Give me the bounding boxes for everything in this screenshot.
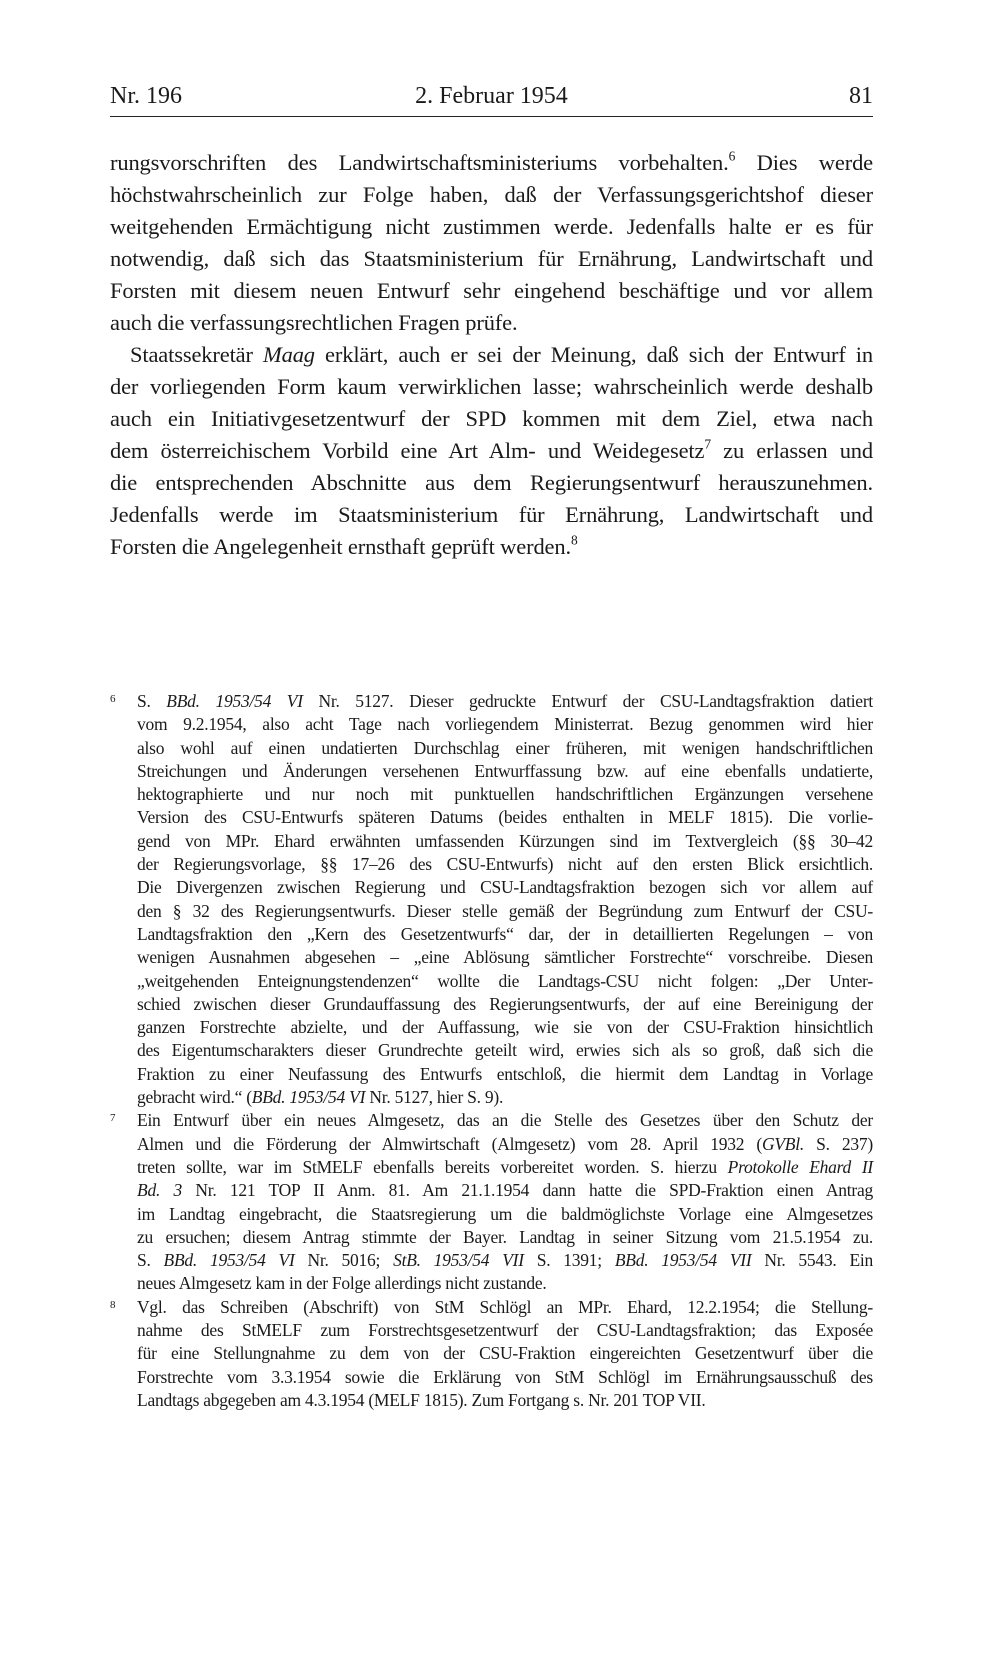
text-run: vom 9.2.1954, also acht Tage nach vorliegendem Ministerrat. Bezug genommen wird hier	[137, 714, 873, 735]
footnote-line	[137, 876, 873, 899]
text-run: wenigen Ausnahmen abgesehen – „eine Ablösung sämtlicher Forstrechte“ vorschreibe. Diesen	[137, 947, 873, 968]
footnote	[110, 1109, 873, 1295]
text-line	[110, 499, 873, 531]
footnote-number: 8	[110, 1298, 116, 1311]
text-line	[110, 467, 873, 499]
body-text	[110, 147, 873, 563]
footnote-line	[137, 946, 873, 969]
footnote-line	[137, 900, 873, 923]
footnote-line	[137, 1366, 873, 1389]
footnote-line	[137, 923, 873, 946]
text-run: Nr. 5127, hier S. 9).	[365, 1087, 504, 1108]
footnote-line	[137, 737, 873, 760]
text-run: S.	[137, 691, 167, 711]
footnote-line	[137, 1272, 873, 1295]
text-line	[110, 211, 873, 243]
footnote-line	[137, 830, 873, 853]
footnote	[110, 1296, 873, 1412]
text-run: Jedenfalls werde im Staatsministerium für Ernährung, Landwirtschaft und	[110, 502, 873, 527]
footnote-line	[137, 1063, 873, 1086]
footnote-line	[137, 713, 873, 736]
text-run: Nr. 5543. Ein	[751, 1250, 874, 1271]
footnote-line	[137, 1203, 873, 1226]
text-run: Forsten mit diesem neuen Entwurf sehr eingehend beschäftige und vor allem	[110, 278, 873, 303]
italic-citation: BBd. 1953/54 VI	[166, 691, 303, 711]
text-run: notwendig, daß sich das Staatsministerium für Ernährung, Landwirtschaft und	[110, 246, 873, 271]
text-run: auch ein Initiativgesetzentwurf der SPD kommen mit dem Ziel, etwa nach	[110, 406, 873, 431]
footnote-number: 7	[110, 1112, 116, 1125]
text-run: erklärt, auch er sei der Meinung, daß sich der Entwurf in	[314, 342, 873, 367]
text-run: Die Divergenzen zwischen Regierung und CSU-Landtagsfraktion bezogen sich vor allem auf	[137, 877, 873, 898]
footnote-line	[137, 853, 873, 876]
document-number: Nr. 196	[110, 83, 182, 109]
text-run: Landtags abgegeben am 4.3.1954 (MELF 1815). Zum Fortgang s. Nr. 201 TOP VII.	[137, 1389, 706, 1410]
text-run: Dies werde	[735, 150, 874, 175]
text-run: dem österreichischem Vorbild eine Art Alm- und Weidegesetz	[110, 438, 705, 463]
text-run: rungsvorschriften des Landwirtschaftsministeriums vorbehalten.	[110, 150, 729, 175]
footnote-line	[137, 806, 873, 829]
text-run: Ein Entwurf über ein neues Almgesetz, das an die Stelle des Gesetzes über den Schutz der	[137, 1110, 873, 1131]
text-run: des Eigentumscharakters dieser Grundrechte geteilt wird, erwies sich als so groß, daß sich die	[137, 1040, 873, 1061]
text-line	[110, 179, 873, 211]
footnote-number: 6	[110, 693, 116, 705]
text-run: schied zwischen dieser Grundauffassung des Regierungsentwurfs, der auf eine Bereinigung der	[137, 993, 873, 1014]
footnote-line	[137, 1296, 873, 1319]
footnote-line	[137, 1249, 873, 1272]
footnote-line	[137, 970, 873, 993]
text-run: höchstwahrscheinlich zur Folge haben, daß der Verfassungsgerichtshof dieser	[110, 182, 873, 207]
footnote-line	[137, 1039, 873, 1062]
text-run: S. 237)	[803, 1133, 873, 1154]
text-run: für eine Stellungnahme zu dem von der CSU-Fraktion eingereichten Gesetzentwurf über die	[137, 1343, 873, 1364]
footnote-reference: 6	[728, 148, 736, 164]
text-run: den § 32 des Regierungsentwurfs. Dieser stelle gemäß der Begründung zum Entwurf der CSU-	[137, 900, 873, 921]
footnote-line	[137, 1086, 873, 1109]
text-run: auch die verfassungsrechtlichen Fragen prüfe.	[110, 310, 518, 335]
text-line	[110, 307, 873, 339]
header-date: 2. Februar 1954	[415, 83, 568, 109]
text-run: zu ersuchen; diesem Antrag stimmte der Bayer. Landtag in seiner Sitzung vom 21.5.1954 zu.	[137, 1226, 873, 1247]
text-run: Streichungen und Änderungen versehenen Entwurffassung bzw. auf eine ebenfalls undatierte,	[137, 760, 873, 781]
italic-citation: Protokolle Ehard II	[727, 1156, 873, 1177]
text-run: Vgl. das Schreiben (Abschrift) von StM Schlögl an MPr. Ehard, 12.2.1954; die Stellung-	[137, 1296, 873, 1317]
text-line	[110, 371, 873, 403]
text-line	[110, 147, 873, 179]
text-run: die entsprechenden Abschnitte aus dem Regierungsentwurf herauszunehmen.	[110, 470, 873, 495]
footnote	[110, 690, 873, 1109]
text-run: Landtagsfraktion den „Kern des Gesetzentwurfs“ dar, der in detaillierten Regelungen – von	[137, 923, 873, 944]
text-run: Forsten die Angelegenheit ernsthaft geprüft werden.	[110, 534, 571, 559]
text-run: S. 1391;	[523, 1250, 615, 1271]
footnote-line	[137, 1389, 873, 1412]
running-header	[110, 83, 873, 113]
footnote-line	[137, 1156, 873, 1179]
text-run: Staatssekretär	[130, 342, 263, 367]
paragraph	[110, 339, 873, 563]
text-run: ganzen Forstrechte abzielte, und der Auffassung, wie sie von der CSU-Fraktion hinsichtlich	[137, 1017, 873, 1038]
text-run: weitgehenden Ermächtigung nicht zustimmen werde. Jedenfalls halte er es für	[110, 214, 873, 239]
text-run: gend von MPr. Ehard erwähnten umfassenden Kürzungen sind im Textvergleich (§§ 30–42	[137, 830, 873, 851]
footnotes	[110, 690, 873, 1412]
italic-citation: BBd. 1953/54 VI	[163, 1250, 295, 1271]
text-run: Nr. 121 TOP II Anm. 81. Am 21.1.1954 dann hatte die SPD-Fraktion einen Antrag	[181, 1180, 873, 1201]
text-line	[110, 435, 873, 467]
text-run: zu erlassen und	[710, 438, 874, 463]
text-run: Fraktion zu einer Neufassung des Entwurfs entschloß, die hiermit dem Landtag in Vorlage	[137, 1063, 873, 1084]
italic-citation: Bd. 3	[137, 1180, 182, 1201]
text-run: S.	[137, 1250, 164, 1271]
text-run: der Regierungsvorlage, §§ 17–26 des CSU-Entwurfs) nicht auf den ersten Blick ersichtlich.	[137, 854, 873, 875]
page-number: 81	[849, 83, 873, 109]
italic-citation: GVBl.	[761, 1133, 804, 1154]
footnote-line	[137, 1133, 873, 1156]
text-run: im Landtag eingebracht, die Staatsregierung um die baldmöglichste Vorlage eine Almgesetzes	[137, 1203, 873, 1224]
text-run: treten sollte, war im StMELF ebenfalls bereits vorbereitet worden. S. hierzu	[137, 1156, 728, 1177]
paragraph	[110, 147, 873, 339]
italic-citation: BBd. 1953/54 VI	[251, 1087, 366, 1108]
text-run: der vorliegenden Form kaum verwirklichen lasse; wahrscheinlich werde deshalb	[110, 374, 873, 399]
text-run: gebracht wird.“ (	[137, 1087, 252, 1108]
italic-citation: Maag	[263, 342, 315, 367]
text-run: Forstrechte vom 3.3.1954 sowie die Erklärung von StM Schlögl im Ernährungsausschuß des	[137, 1366, 873, 1387]
header-rule	[110, 116, 873, 117]
footnote-reference: 7	[704, 436, 711, 452]
footnote-reference: 8	[570, 532, 578, 548]
footnote-line	[137, 1226, 873, 1249]
text-line	[110, 243, 873, 275]
footnote-line	[137, 1016, 873, 1039]
text-run: Nr. 5127. Dieser gedruckte Entwurf der CSU-Landtagsfraktion datiert	[302, 691, 874, 711]
footnote-line	[137, 760, 873, 783]
text-line	[110, 275, 873, 307]
footnote-line	[137, 783, 873, 806]
footnote-line	[137, 1179, 873, 1202]
footnote-line	[137, 1319, 873, 1342]
italic-citation: BBd. 1953/54 VII	[614, 1250, 752, 1271]
text-run: nahme des StMELF zum Forstrechtsgesetzentwurf der CSU-Landtagsfraktion; das Exposée	[137, 1320, 873, 1341]
footnote-line	[137, 690, 873, 713]
text-run: Almen und die Förderung der Almwirtschaft (Almgesetz) vom 28. April 1932 (	[137, 1133, 762, 1154]
text-run: also wohl auf einen undatierten Durchschlag einer früheren, mit wenigen handschriftlichen	[137, 737, 873, 758]
footnote-line	[137, 993, 873, 1016]
italic-citation: StB. 1953/54 VII	[393, 1250, 524, 1271]
text-line	[110, 531, 873, 563]
text-line	[110, 339, 873, 371]
text-run: hektographierte und nur noch mit punktuellen handschriftlichen Ergänzungen versehene	[137, 784, 873, 805]
text-run: neues Almgesetz kam in der Folge allerdings nicht zustande.	[137, 1273, 547, 1294]
footnote-line	[137, 1342, 873, 1365]
text-run: „weitgehenden Enteignungstendenzen“ wollte die Landtags-CSU nicht folgen: „Der Unter-	[137, 970, 873, 991]
text-run: Version des CSU-Entwurfs späteren Datums (beides enthalten in MELF 1815). Die vorlie-	[137, 807, 873, 828]
text-run: Nr. 5016;	[294, 1250, 394, 1271]
footnote-line	[137, 1109, 873, 1132]
text-line	[110, 403, 873, 435]
